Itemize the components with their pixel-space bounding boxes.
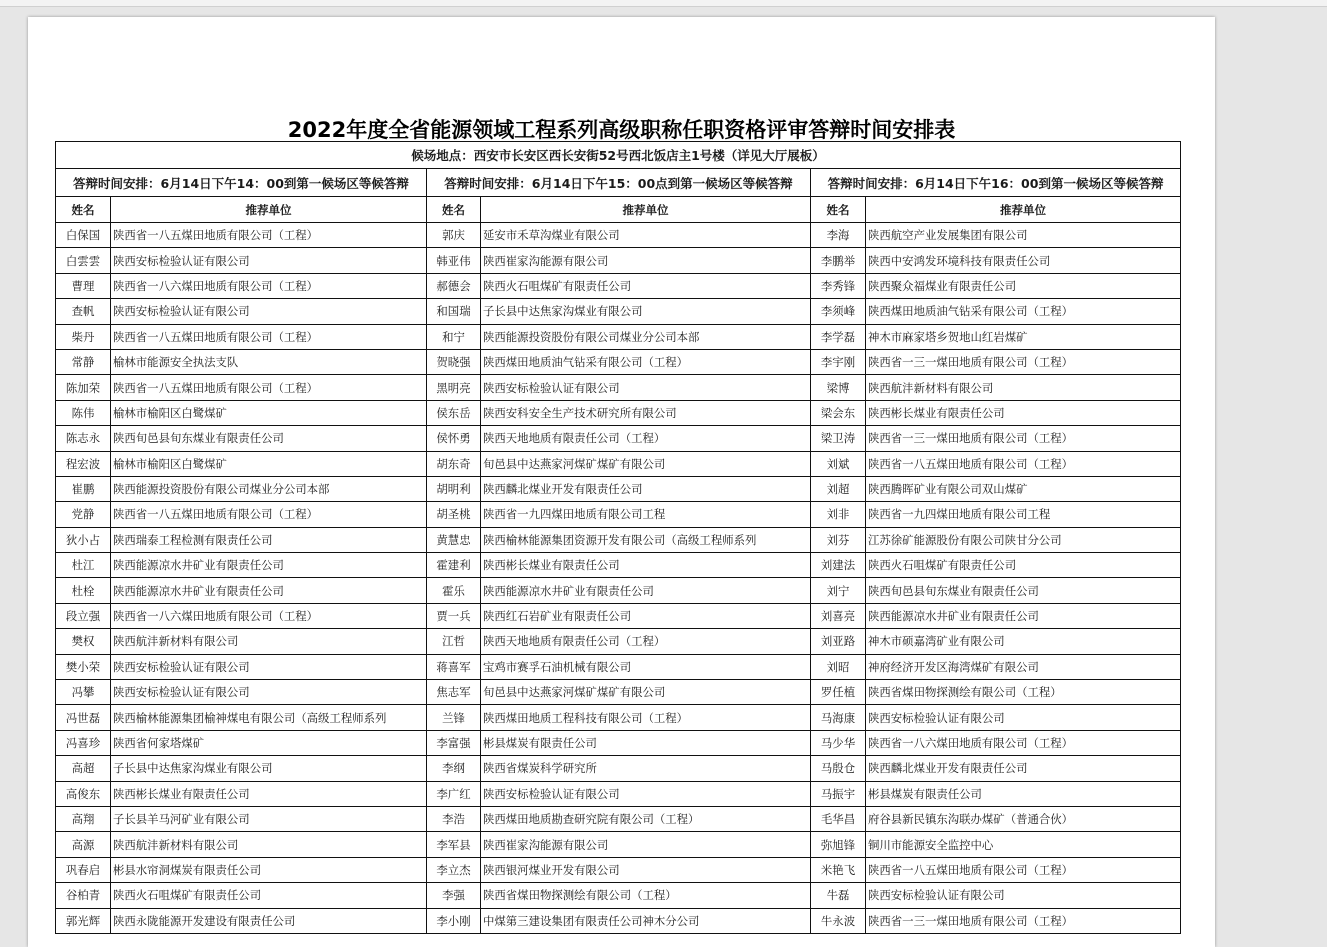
recommending-unit: 陕西安标检验认证有限公司 [111,680,427,705]
table-row [56,248,1181,273]
candidate-name: 狄小占 [56,527,111,552]
header-unit: 推荐单位 [866,197,1181,223]
recommending-unit: 陕西省一三一煤田地质有限公司（工程） [866,426,1181,451]
location-text: 候场地点：西安市长安区西长安街52号西北饭店主1号楼（详见大厅展板） [56,142,1181,169]
table-row [56,857,1181,882]
document-title: 2022年度全省能源领域工程系列高级职称任职资格评审答辩时间安排表 [287,118,956,142]
recommending-unit: 陕西榆林能源集团榆神煤电有限公司（高级工程师系列 [111,705,427,730]
recommending-unit: 榆林市榆阳区白鹭煤矿 [111,400,427,425]
recommending-unit: 陕西崔家沟能源有限公司 [481,248,811,273]
table-row [56,705,1181,730]
candidate-name: 高源 [56,832,111,857]
candidate-name: 侯东岳 [427,400,481,425]
candidate-name: 巩春启 [56,857,111,882]
candidate-name: 刘芬 [811,527,866,552]
recommending-unit: 彬县煤炭有限责任公司 [481,730,811,755]
candidate-name: 蒋喜军 [427,654,481,679]
candidate-name: 梁卫涛 [811,426,866,451]
candidate-name: 李广红 [427,781,481,806]
candidate-name: 谷柏青 [56,883,111,908]
candidate-name: 李宇刚 [811,349,866,374]
recommending-unit: 陕西麟北煤业开发有限责任公司 [866,756,1181,781]
recommending-unit: 陕西聚众福煤业有限责任公司 [866,273,1181,298]
recommending-unit: 陕西能源凉水井矿业有限责任公司 [111,578,427,603]
recommending-unit: 陕西省一八五煤田地质有限公司（工程） [111,375,427,400]
recommending-unit: 陕西腾晖矿业有限公司双山煤矿 [866,476,1181,501]
header-name: 姓名 [427,197,481,223]
recommending-unit: 陕西煤田地质油气钻采有限公司（工程） [481,349,811,374]
candidate-name: 冯喜珍 [56,730,111,755]
candidate-name: 陈加荣 [56,375,111,400]
candidate-name: 霍乐 [427,578,481,603]
recommending-unit: 陕西航沣新材料有限公司 [866,375,1181,400]
recommending-unit: 陕西航沣新材料有限公司 [111,832,427,857]
candidate-name: 刘喜亮 [811,603,866,628]
table-row [56,502,1181,527]
header-name: 姓名 [811,197,866,223]
recommending-unit: 陕西安标检验认证有限公司 [866,705,1181,730]
candidate-name: 高翔 [56,806,111,831]
recommending-unit: 陕西省一八五煤田地质有限公司（工程） [866,857,1181,882]
recommending-unit: 陕西省一八五煤田地质有限公司（工程） [111,502,427,527]
recommending-unit: 陕西红石岩矿业有限责任公司 [481,603,811,628]
table-row [56,730,1181,755]
candidate-name: 马海康 [811,705,866,730]
candidate-name: 李秀锋 [811,273,866,298]
recommending-unit: 陕西银河煤业开发有限公司 [481,857,811,882]
recommending-unit: 江苏徐矿能源股份有限公司陕甘分公司 [866,527,1181,552]
recommending-unit: 陕西省何家塔煤矿 [111,730,427,755]
recommending-unit: 宝鸡市赛孚石油机械有限公司 [481,654,811,679]
recommending-unit: 神木市硕嘉湾矿业有限公司 [866,629,1181,654]
candidate-name: 黄慧忠 [427,527,481,552]
group-time-3: 答辩时间安排：6月14日下午16：00到第一候场区等候答辩 [811,169,1181,197]
table-row [56,223,1181,248]
candidate-name: 米艳飞 [811,857,866,882]
candidate-name: 白保国 [56,223,111,248]
recommending-unit: 陕西火石咀煤矿有限责任公司 [481,273,811,298]
candidate-name: 毛华昌 [811,806,866,831]
recommending-unit: 陕西航沣新材料有限公司 [111,629,427,654]
candidate-name: 韩亚伟 [427,248,481,273]
recommending-unit: 陕西能源凉水井矿业有限责任公司 [111,553,427,578]
table-row [56,680,1181,705]
candidate-name: 段立强 [56,603,111,628]
column-header-row [56,197,1181,223]
candidate-name: 陈志永 [56,426,111,451]
candidate-name: 郝德会 [427,273,481,298]
recommending-unit: 陕西安标检验认证有限公司 [111,299,427,324]
header-unit: 推荐单位 [111,197,427,223]
table-row [56,781,1181,806]
table-row [56,883,1181,908]
recommending-unit: 陕西省一九四煤田地质有限公司工程 [866,502,1181,527]
recommending-unit: 陕西瑞泰工程检测有限责任公司 [111,527,427,552]
candidate-name: 刘非 [811,502,866,527]
recommending-unit: 陕西省煤田物探测绘有限公司（工程） [866,680,1181,705]
recommending-unit: 榆林市榆阳区白鹭煤矿 [111,451,427,476]
table-row [56,299,1181,324]
candidate-name: 程宏波 [56,451,111,476]
candidate-name: 高俊东 [56,781,111,806]
recommending-unit: 榆林市能源安全执法支队 [111,349,427,374]
candidate-name: 李鹏举 [811,248,866,273]
candidate-name: 柴丹 [56,324,111,349]
candidate-name: 江哲 [427,629,481,654]
recommending-unit: 陕西榆林能源集团资源开发有限公司（高级工程师系列 [481,527,811,552]
recommending-unit: 神木市麻家塔乡贺地山红岩煤矿 [866,324,1181,349]
recommending-unit: 陕西彬长煤业有限责任公司 [481,553,811,578]
recommending-unit: 陕西煤田地质油气钻采有限公司（工程） [866,299,1181,324]
candidate-name: 贾一兵 [427,603,481,628]
candidate-name: 樊小荣 [56,654,111,679]
recommending-unit: 神府经济开发区海湾煤矿有限公司 [866,654,1181,679]
group-time-2: 答辩时间安排：6月14日下午15：00点到第一候场区等候答辩 [427,169,811,197]
candidate-name: 马殷仓 [811,756,866,781]
document-page [28,17,1215,947]
recommending-unit: 中煤第三建设集团有限责任公司神木分公司 [481,908,811,933]
candidate-name: 崔鹏 [56,476,111,501]
recommending-unit: 旬邑县中达燕家河煤矿煤矿有限公司 [481,451,811,476]
candidate-name: 郭光辉 [56,908,111,933]
recommending-unit: 陕西火石咀煤矿有限责任公司 [111,883,427,908]
recommending-unit: 陕西省煤田物探测绘有限公司（工程） [481,883,811,908]
recommending-unit: 陕西天地地质有限责任公司（工程） [481,426,811,451]
candidate-name: 弥旭锋 [811,832,866,857]
table-row [56,806,1181,831]
recommending-unit: 陕西永陇能源开发建设有限责任公司 [111,908,427,933]
recommending-unit: 陕西省一八六煤田地质有限公司（工程） [111,273,427,298]
candidate-name: 梁会东 [811,400,866,425]
recommending-unit: 子长县中达焦家沟煤业有限公司 [111,756,427,781]
candidate-name: 马少华 [811,730,866,755]
table-row [56,527,1181,552]
recommending-unit: 子长县中达焦家沟煤业有限公司 [481,299,811,324]
recommending-unit: 旬邑县中达燕家河煤矿煤矿有限公司 [481,680,811,705]
candidate-name: 刘宁 [811,578,866,603]
candidate-name: 陈伟 [56,400,111,425]
table-row [56,426,1181,451]
recommending-unit: 陕西天地地质有限责任公司（工程） [481,629,811,654]
recommending-unit: 陕西旬邑县旬东煤业有限责任公司 [866,578,1181,603]
candidate-name: 杜栓 [56,578,111,603]
candidate-name: 贺晓强 [427,349,481,374]
recommending-unit: 陕西火石咀煤矿有限责任公司 [866,553,1181,578]
candidate-name: 罗任植 [811,680,866,705]
candidate-name: 刘建法 [811,553,866,578]
candidate-name: 刘超 [811,476,866,501]
recommending-unit: 陕西安标检验认证有限公司 [111,248,427,273]
candidate-name: 刘昭 [811,654,866,679]
candidate-name: 焦志军 [427,680,481,705]
recommending-unit: 陕西安标检验认证有限公司 [481,375,811,400]
recommending-unit: 陕西彬长煤业有限责任公司 [111,781,427,806]
recommending-unit: 陕西煤田地质勘查研究院有限公司（工程） [481,806,811,831]
table-row [56,273,1181,298]
recommending-unit: 陕西航空产业发展集团有限公司 [866,223,1181,248]
candidate-name: 李学磊 [811,324,866,349]
recommending-unit: 陕西安科安全生产技术研究所有限公司 [481,400,811,425]
table-row [56,578,1181,603]
recommending-unit: 陕西崔家沟能源有限公司 [481,832,811,857]
viewer-toolbar [0,0,1327,7]
candidate-name: 查帆 [56,299,111,324]
candidate-name: 李小刚 [427,908,481,933]
recommending-unit: 陕西能源凉水井矿业有限责任公司 [866,603,1181,628]
schedule-table [55,141,1181,934]
candidate-name: 冯攀 [56,680,111,705]
candidate-name: 牛磊 [811,883,866,908]
recommending-unit: 子长县羊马河矿业有限公司 [111,806,427,831]
table-row [56,654,1181,679]
recommending-unit: 府谷县新民镇东沟联办煤矿（普通合伙） [866,806,1181,831]
recommending-unit: 陕西安标检验认证有限公司 [481,781,811,806]
candidate-name: 牛永波 [811,908,866,933]
candidate-name: 李须峰 [811,299,866,324]
candidate-name: 曹理 [56,273,111,298]
table-row [56,603,1181,628]
candidate-name: 梁博 [811,375,866,400]
candidate-name: 李海 [811,223,866,248]
table-row [56,832,1181,857]
recommending-unit: 陕西麟北煤业开发有限责任公司 [481,476,811,501]
candidate-name: 李强 [427,883,481,908]
header-name: 姓名 [56,197,111,223]
candidate-name: 常静 [56,349,111,374]
recommending-unit: 铜川市能源安全监控中心 [866,832,1181,857]
candidate-name: 黑明亮 [427,375,481,400]
recommending-unit: 彬县水帘洞煤炭有限责任公司 [111,857,427,882]
table-row [56,629,1181,654]
candidate-name: 杜江 [56,553,111,578]
candidate-name: 胡东奇 [427,451,481,476]
recommending-unit: 延安市禾草沟煤业有限公司 [481,223,811,248]
table-row [56,756,1181,781]
recommending-unit: 陕西省一九四煤田地质有限公司工程 [481,502,811,527]
table-row [56,349,1181,374]
recommending-unit: 陕西省煤炭科学研究所 [481,756,811,781]
candidate-name: 郭庆 [427,223,481,248]
recommending-unit: 陕西彬长煤业有限责任公司 [866,400,1181,425]
recommending-unit: 陕西省一八五煤田地质有限公司（工程） [866,451,1181,476]
candidate-name: 马振宇 [811,781,866,806]
candidate-name: 胡明利 [427,476,481,501]
candidate-name: 李浩 [427,806,481,831]
table-row [56,375,1181,400]
candidate-name: 刘亚路 [811,629,866,654]
table-row [56,324,1181,349]
table-row [56,553,1181,578]
table-row [56,476,1181,501]
recommending-unit: 陕西省一八六煤田地质有限公司（工程） [111,603,427,628]
recommending-unit: 陕西省一三一煤田地质有限公司（工程） [866,349,1181,374]
recommending-unit: 陕西省一三一煤田地质有限公司（工程） [866,908,1181,933]
candidate-name: 李军县 [427,832,481,857]
recommending-unit: 陕西能源投资股份有限公司煤业分公司本部 [481,324,811,349]
candidate-name: 李立杰 [427,857,481,882]
candidate-name: 党静 [56,502,111,527]
candidate-name: 李富强 [427,730,481,755]
recommending-unit: 陕西省一八五煤田地质有限公司（工程） [111,223,427,248]
recommending-unit: 陕西煤田地质工程科技有限公司（工程） [481,705,811,730]
candidate-name: 和国瑞 [427,299,481,324]
candidate-name: 樊权 [56,629,111,654]
candidate-name: 刘斌 [811,451,866,476]
recommending-unit: 陕西中安鸿发环境科技有限责任公司 [866,248,1181,273]
candidate-name: 侯怀勇 [427,426,481,451]
candidate-name: 高超 [56,756,111,781]
table-row [56,451,1181,476]
recommending-unit: 陕西安标检验认证有限公司 [866,883,1181,908]
candidate-name: 兰锋 [427,705,481,730]
group-time-row [56,169,1181,197]
table-row [56,400,1181,425]
group-time-1: 答辩时间安排：6月14日下午14：00到第一候场区等候答辩 [56,169,427,197]
recommending-unit: 彬县煤炭有限责任公司 [866,781,1181,806]
candidate-name: 霍建利 [427,553,481,578]
recommending-unit: 陕西能源投资股份有限公司煤业分公司本部 [111,476,427,501]
location-row [56,142,1181,169]
recommending-unit: 陕西能源凉水井矿业有限责任公司 [481,578,811,603]
candidate-name: 李纲 [427,756,481,781]
recommending-unit: 陕西省一八五煤田地质有限公司（工程） [111,324,427,349]
candidate-name: 白雲雲 [56,248,111,273]
candidate-name: 胡圣桃 [427,502,481,527]
recommending-unit: 陕西省一八六煤田地质有限公司（工程） [866,730,1181,755]
candidate-name: 和宁 [427,324,481,349]
candidate-name: 冯世磊 [56,705,111,730]
recommending-unit: 陕西旬邑县旬东煤业有限责任公司 [111,426,427,451]
header-unit: 推荐单位 [481,197,811,223]
recommending-unit: 陕西安标检验认证有限公司 [111,654,427,679]
